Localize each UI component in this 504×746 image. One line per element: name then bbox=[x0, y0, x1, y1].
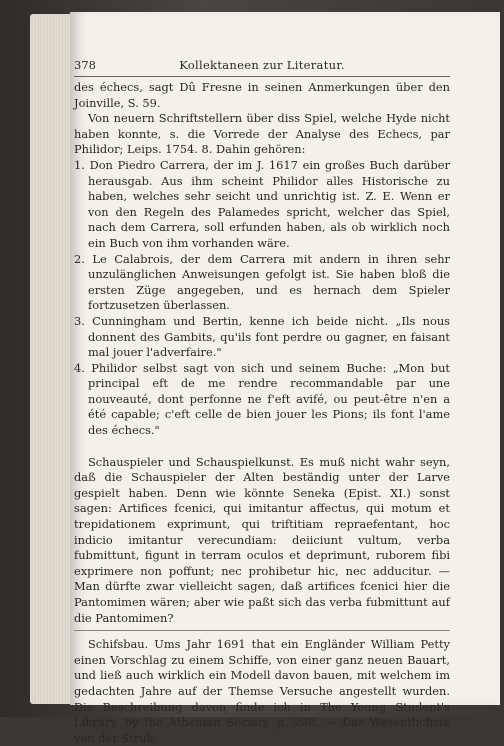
page-body bbox=[74, 80, 450, 746]
paragraph: Schifsbau. Ums Jahr 1691 that ein Engländer William Petty einen Vorschlag zu einem Schiffe, von einer ganz neuen Bauart, und ließ auch wirklich ein Modell davon bauen, mit welchem im gedachten Jahre auf der Themse Versuche angestellt wurden. Die Beschreibung davon finde ich in The Young Student's Library, by the Athenian Society, p. 208. — Das Wesentlichste von der Struk- bbox=[74, 637, 450, 745]
list-item: 3. Cunningham und Bertin, kenne ich beide nicht. „Ils nous donnent des Gambits, qu'ils font perdre ou gagner, en faisant mal jouer l'adverfaire." bbox=[74, 313, 450, 360]
running-title: Kollektaneen zur Literatur. bbox=[179, 58, 345, 72]
list-item: 4. Philidor selbst sagt von sich und seinem Buche: „Mon but principal eft de me rendre recommandable par une nouveauté, dont perfonne ne f'eft avifé, ou peut-être n'en a été capable; c'eft celle de bien jouer les Pions; ils font l'ame des échecs." bbox=[74, 360, 450, 438]
section-gap bbox=[74, 439, 450, 455]
list-item: 1. Don Piedro Carrera, der im J. 1617 ein großes Buch darüber herausgab. Aus ihm scheint Philidor alles Historische zu haben, welches sehr seicht und unrichtig ist. Z. E. Wenn er von den Regeln des Palamedes spricht, welcher das Spiel, nach dem Carrera, soll erfunden haben, als ob wirklich noch ein Buch von ihm vorhanden wäre. bbox=[74, 157, 450, 250]
header-rule bbox=[74, 76, 450, 77]
paragraph: des échecs, sagt Dû Fresne in seinen Anmerkungen über den Joinville, S. 59. bbox=[74, 80, 450, 110]
section-divider bbox=[74, 630, 450, 631]
paragraph: Von neuern Schriftstellern über diss Spiel, welche Hyde nicht haben konnte, s. die Vorrede der Analyse des Echecs, par Philidor; Leips. 1754. 8. Dahin gehören: bbox=[74, 111, 450, 157]
paragraph: Schauspieler und Schauspielkunst. Es muß nicht wahr seyn, daß die Schauspieler der Alten beständig unter der Larve gespielt haben. Denn wie könnte Seneka (Epist. XI.) sonst sagen: Artifices fcenici, qui imitantur affectus, qui motum et trepidationem exprimunt, qui triftitiam repraefentant, hoc indicio imitantur verecundiam: deiiciunt vultum, verba fubmittunt, figunt in terram oculos et deprimunt, ruborem fibi exprimere non poffunt; nec prohibetur hic, nec adducitur. — Man dürfte zwar vielleicht sagen, daß artifices fcenici hier die Pantomimen wären; aber wie paßt sich das verba fubmittunt auf die Pantomimen? bbox=[74, 454, 450, 625]
list-item: 2. Le Calabrois, der dem Carrera mit andern in ihren sehr unzulänglichen Anweisungen gefolgt ist. Sie haben bloß die ersten Züge angegeben, und es hernach dem Spieler fortzusetzen überlassen. bbox=[74, 251, 450, 313]
page-number: 378 bbox=[74, 58, 96, 72]
